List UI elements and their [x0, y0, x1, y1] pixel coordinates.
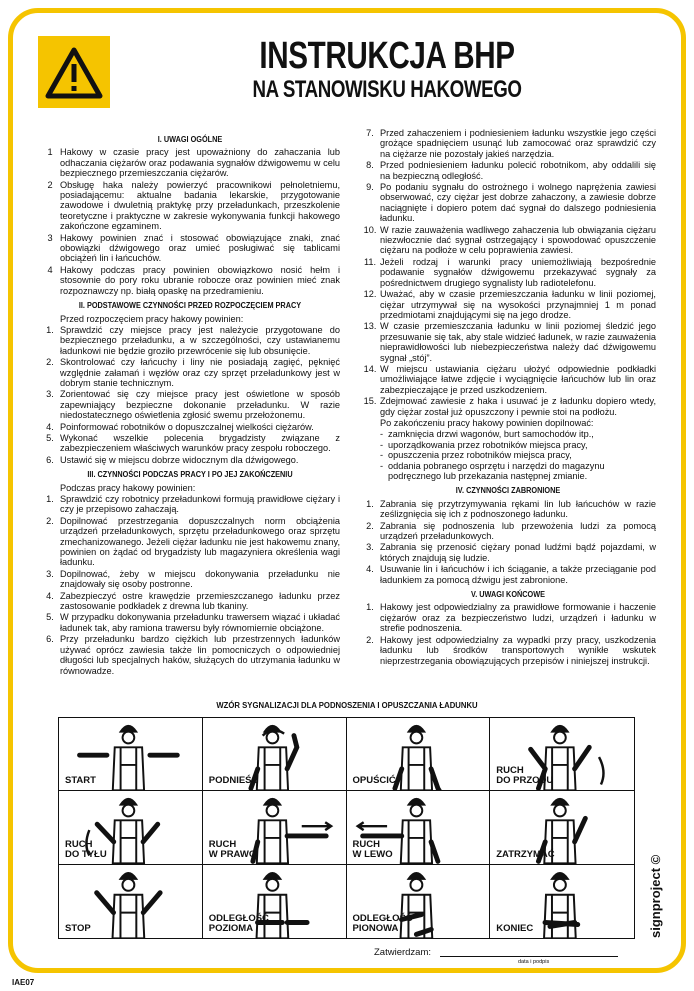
item-number: 2.	[46, 357, 54, 368]
list-item	[40, 494, 340, 515]
after-work-text: uporządkowania przez robotników miejsca pracy,	[388, 439, 588, 450]
item-number: 4.	[366, 564, 374, 575]
list-item	[40, 389, 340, 420]
after-work-item	[360, 429, 656, 439]
brand-label: signproject ©	[648, 854, 663, 938]
signal-label: RUCH DO TYŁU	[65, 838, 107, 860]
item-text: Ustawić się w miejscu dobrze widocznym dla dźwigowego.	[60, 454, 299, 465]
bullet-dash: -	[380, 450, 384, 461]
signal-cell	[203, 865, 347, 938]
warning-triangle-icon	[42, 40, 106, 104]
approve-label: Zatwierdzam:	[374, 947, 432, 958]
item-number: 5.	[46, 612, 54, 623]
item-text: Zabrania się przenosić ciężary ponad ludźmi bądź pojazdami, w których znajdują się ludzie.	[380, 542, 656, 563]
item-number: 4	[47, 264, 53, 275]
item-number: 2.	[46, 515, 54, 526]
list-item	[40, 612, 340, 633]
list-item	[40, 433, 340, 454]
list-item	[360, 321, 656, 363]
after-work-item	[360, 450, 656, 460]
item-text: Przy przeładunku bardzo ciężkich lub przestrzennych ładunków używać oprócz zawiesia także lin pomocniczych o odpowiedniej długości lub specjalnych haków, służących do utrzymania ładunku w równowadze.	[60, 634, 340, 676]
bullet-dash: -	[380, 439, 384, 450]
signal-label: RUCH W PRAWO	[208, 838, 257, 860]
section-heading: III. CZYNNOŚCI PODCZAS PRACY I PO JEJ ZAKOŃCZENIU	[87, 469, 293, 480]
item-number: 2.	[366, 634, 374, 645]
list-item	[360, 225, 656, 256]
bullet-dash: -	[380, 460, 384, 471]
signal-cell	[490, 718, 634, 791]
section-heading: V. UWAGI KOŃCOWE	[470, 589, 546, 600]
item-text: Dopilnować, żeby w miejscu dokonywania przeładunku nie znajdowały się osoby postronne.	[60, 568, 340, 590]
item-number: 1.	[46, 324, 54, 335]
item-text: Wykonać wszelkie polecenia brygadzisty związane z zabezpieczeniem właściwych warunków pracy zespołu roboczego.	[60, 432, 340, 454]
signal-label: RUCH W LEWO	[352, 838, 393, 860]
list-item	[360, 289, 656, 320]
item-text: Hakowy podczas pracy powinien obowiązkowo nosić hełm i stosownie do pory roku ubranie robocze oraz powinien mieć znak rozpoznawczy np. białą opaskę na przedramieniu.	[60, 264, 340, 296]
list-item	[40, 180, 340, 232]
list-item	[40, 147, 340, 178]
item-number: 5.	[46, 432, 54, 443]
list-item	[360, 396, 656, 417]
list-item	[360, 542, 656, 563]
item-number: 1.	[366, 602, 374, 613]
list-item	[40, 233, 340, 264]
signals-grid	[58, 717, 635, 939]
signal-cell	[490, 791, 634, 864]
item-text: Obsługę haka należy powierzyć pracownikowi pełnoletniemu, posiadającemu: aktualne badania lekarskie, przygotowanie zawodowe i dwuletnią praktykę przy przeładunkach, przeszkolenie teoretyczne i praktyczne w zakresie wykonywania funkcji hakowego zakończone egzaminem.	[60, 179, 340, 232]
signal-label: ZATRZYMAĆ	[496, 848, 555, 860]
item-number: 4.	[46, 590, 54, 601]
signal-cell	[203, 718, 347, 791]
page-subtitle: NA STANOWISKU HAKOWEGO	[252, 76, 522, 103]
item-number: 1.	[46, 494, 54, 504]
after-work-item	[360, 461, 656, 482]
item-number: 3.	[366, 542, 374, 553]
item-number: 6.	[46, 454, 54, 465]
signal-cell	[347, 791, 491, 864]
item-number: 4.	[46, 421, 54, 432]
item-number: 10.	[363, 224, 377, 235]
signal-label: PODNIEŚĆ	[208, 775, 259, 787]
list-item	[40, 422, 340, 432]
list-item	[360, 499, 656, 520]
item-number: 11.	[363, 256, 377, 267]
item-number: 12.	[363, 289, 377, 300]
section-intro: Podczas pracy hakowy powinien:	[60, 482, 196, 493]
item-text: Usuwanie lin i łańcuchów i ich ściąganie, a także przeciąganie pod ładunkiem za pomocą dźwigu jest zabronione.	[380, 564, 656, 585]
warning-sign	[38, 36, 110, 108]
item-text: Zorientować się czy miejsce pracy jest oświetlone w sposób zapewniający bezpieczne dokonanie przeładunku. W razie niedostatecznego oświetlenia zgłosić swemu przełożonemu.	[60, 389, 340, 421]
list-item	[40, 325, 340, 356]
list-item	[360, 635, 656, 666]
item-number: 1.	[366, 498, 374, 509]
after-work-text: oddania pobranego osprzętu i narzędzi do magazynu podręcznego lub przekazania następnej zmianie.	[388, 460, 605, 481]
item-number: 9.	[366, 182, 374, 193]
item-text: Hakowy powinien znać i stosować obowiązujące znaki, znać obowiązki dźwigowego oraz umieć posługiwać się tablicami obciążeń lin i łańcuchów.	[60, 232, 340, 264]
item-text: Sprawdzić czy miejsce pracy jest należycie przygotowane do bezpiecznego przeładunku, a w szczególności, czy ustawianemu ładunkowi nie będzie groziło przewrócenie się lub obsunięcie.	[60, 324, 340, 356]
list-item	[40, 591, 340, 612]
section-intro: Przed rozpoczęciem pracy hakowy powinien:	[60, 313, 244, 324]
item-number: 3.	[46, 568, 54, 579]
item-text: W razie zauważenia wadliwego zahaczenia lub obwiązania ciężaru niezwłocznie dać sygnał ostrzegający i spowodować opuszczenie ciężaru na podłoże w celu poprawienia zawiesi.	[380, 224, 656, 256]
item-number: 3.	[46, 389, 54, 400]
signal-cell	[490, 865, 634, 938]
item-number: 7.	[366, 128, 374, 138]
bullet-dash: -	[380, 429, 384, 440]
item-number: 2	[47, 179, 53, 190]
signal-cell	[59, 718, 203, 791]
item-text: Uważać, aby w czasie przemieszczania ładunku w linii poziomej, ciężar utrzymywał się na wysokości przynajmniej 1 m ponad przedmiotami znajdującymi się na jego drodze.	[380, 289, 656, 320]
signal-label: KONIEC	[496, 923, 534, 934]
item-text: Zdejmować zawiesie z haka i usuwać je z ładunku dopiero wtedy, gdy ciężar został już opuszczony i pewnie stoi na podłożu.	[380, 396, 656, 417]
product-code: IAE07	[12, 978, 35, 987]
page-title: INSTRUKCJA BHP	[259, 35, 515, 77]
item-text: Hakowy w czasie pracy jest upoważniony do zahaczania lub odhaczania ciężarów oraz podawania sygnałów dźwigowemu w celu bezpiecznego przemieszczania ciężarów.	[60, 147, 340, 179]
item-text: Skontrolować czy łańcuchy i liny nie posiadają zagięć, pęknięć względnie załamań i węzłów oraz czy sprzęt przeładunkowy jest w dobrym stanie technicznym.	[60, 357, 340, 388]
signal-cell	[347, 718, 491, 791]
item-text: W miejscu ustawiania ciężaru ułożyć odpowiednie podkładki umożliwiające łatwe zdjęcie i wyciągnięcie łańcuchów lub lin oraz zabezpieczające je przed uszkodzeniem.	[380, 363, 656, 395]
after-work-text: opuszczenia przez robotników miejsca pracy,	[388, 450, 572, 461]
right-column	[360, 128, 656, 667]
item-number: 6.	[46, 634, 54, 645]
item-text: Po podaniu sygnału do ostrożnego i wolnego naprężenia zawiesi obserwować, czy ciężar jest dobrze zahaczony, a zawiesie dobrze naciągnięte i dopiero potem dać sygnał do dalszego podniesienia ładunku.	[380, 182, 656, 224]
item-text: Poinformować robotników o dopuszczalnej wielkości ciężarów.	[60, 421, 314, 432]
item-text: Zabrania się przytrzymywania rękami lin lub łańcuchów w razie ześlizgnięcia się ich z podnoszonego ładunku.	[380, 498, 656, 520]
item-number: 2.	[366, 520, 374, 531]
item-text: Jeżeli rodzaj i warunki pracy uniemożliwiają bezpośrednie podawanie sygnałów dźwigowemu przekazywać sygnały za pośrednictwem drugiego sygnalisty lub radiotelefonu.	[380, 256, 656, 288]
item-text: Hakowy jest odpowiedzialny za wypadki przy pracy, uszkodzenia ładunku lub środków transportowych wynikłe wskutek nieprzestrzegania obowiązujących przepisów i niniejszej instrukcji.	[380, 634, 656, 666]
list-item	[40, 516, 340, 568]
section-heading: II. PODSTAWOWE CZYNNOŚCI PRZED ROZPOCZĘCIEM PRACY	[78, 300, 302, 311]
item-text: Zabrania się podnoszenia lub przewożenia ludzi za pomocą urządzeń przeładunkowych.	[380, 520, 656, 542]
item-text: W czasie przemieszczania ładunku w linii poziomej śledzić jego przesuwanie się tak, aby stale widzieć ładunek, w razie zauważenia nieprawidłowości lub niebezpieczeństwa należy dać dźwigowemu sygnał „stój”.	[380, 321, 656, 363]
list-item	[40, 455, 340, 465]
approve-note: data i podpis	[518, 959, 550, 965]
after-work-text: zamknięcia drzwi wagonów, burt samochodów itp.,	[388, 429, 594, 440]
item-text: Zabezpieczyć ostre krawędzie przemieszczanego ładunku przez zastosowanie podkładek z drewna lub tkaniny.	[60, 590, 340, 612]
signals-title: WZÓR SYGNALIZACJI DLA PODNOSZENIA I OPUSZCZANIA ŁADUNKU	[216, 700, 478, 710]
after-work-intro: Po zakończeniu pracy hakowy powinien dopilnować:	[380, 417, 594, 428]
signal-label: STOP	[65, 923, 91, 934]
item-number: 1	[47, 147, 53, 158]
item-text: Dopilnować przestrzegania dopuszczalnych norm obciążenia urządzeń przeładunkowych, sprzętu przeładunkowego oraz sprzętu zmechanizowanego. Jeżeli ciężar ładunku nie jest hakowemu znany, powinien on żądać od brygadzisty lub magazyniera określenia wagi ładunku.	[60, 515, 340, 568]
list-item	[360, 364, 656, 395]
signal-label: OPUŚCIĆ	[352, 775, 396, 787]
item-text: Sprawdzić czy robotnicy przeładunkowi formują prawidłowe ciężary i czy je przepisowo zahaczają.	[60, 494, 340, 515]
list-item	[360, 521, 656, 542]
item-text: Przed podniesieniem ładunku polecić robotnikom, aby oddalili się na bezpieczną odległość.	[380, 160, 656, 181]
section-heading: IV. CZYNNOŚCI ZABRONIONE	[455, 485, 561, 496]
list-item	[40, 569, 340, 590]
item-number: 3	[47, 232, 53, 243]
list-item	[40, 265, 340, 296]
signal-cell	[59, 791, 203, 864]
list-item	[360, 128, 656, 159]
signature-line	[440, 956, 618, 957]
item-text: Hakowy jest odpowiedzialny za prawidłowe formowanie i haczenie ciężarów oraz za bezpieczeństwo ludzi, urządzeń i ładunku w strefie podnoszenia.	[380, 602, 656, 634]
list-item	[40, 357, 340, 388]
list-item	[360, 182, 656, 224]
item-number: 14.	[363, 363, 377, 374]
signal-label: RUCH DO PRZODU	[496, 765, 554, 787]
item-number: 13.	[363, 321, 377, 332]
signal-cell	[203, 791, 347, 864]
item-text: Przed zahaczeniem i podniesieniem ładunku wszystkie jego części grożące spadnięciem usunąć lub zamocować oraz sprawdzić czy na ciężarze nie pozostały jakieś narzędzia.	[380, 128, 656, 159]
item-number: 15.	[363, 396, 377, 407]
list-item	[360, 602, 656, 633]
item-text: W przypadku dokonywania przeładunku trawersem wiązać i układać ładunek tak, aby ramiona trawersu były równomiernie obciążone.	[60, 612, 340, 633]
list-item	[360, 160, 656, 181]
signal-label: ODLEGŁOŚĆ PIONOWA	[352, 913, 413, 934]
signal-cell	[347, 865, 491, 938]
list-item	[40, 634, 340, 676]
after-work-item	[360, 440, 656, 450]
list-item	[360, 257, 656, 288]
signal-label: ODLEGŁOŚĆ POZIOMA	[208, 913, 269, 934]
list-item	[360, 564, 656, 585]
signal-cell	[59, 865, 203, 938]
left-column	[40, 130, 340, 677]
section-heading: I. UWAGI OGÓLNE	[157, 134, 223, 144]
item-number: 8.	[366, 160, 374, 171]
signal-label: START	[65, 775, 96, 787]
